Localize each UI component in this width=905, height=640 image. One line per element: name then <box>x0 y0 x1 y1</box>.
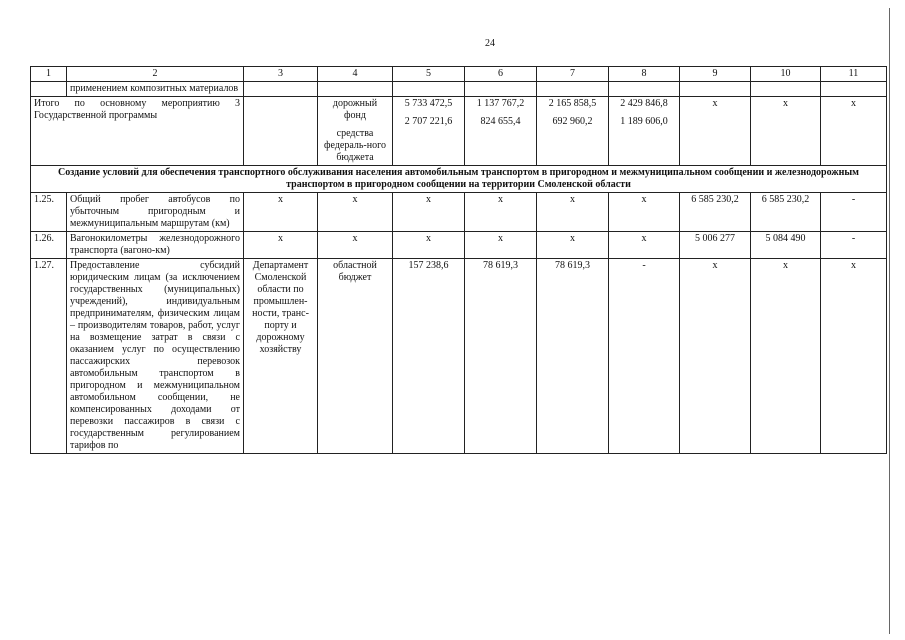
column-header: 9 <box>680 67 751 82</box>
funding-source-cell <box>318 97 393 166</box>
table-cell: 5 084 490 <box>751 232 821 259</box>
value: 2 165 858,5 <box>548 98 597 109</box>
value-cell: - <box>609 259 680 454</box>
column-header: 2 <box>67 67 244 82</box>
row-name: Предоставление субсидий юридическим лицам (за исключением государственных (муниципальных) учреждений), индивидуальным предпринимателям, физическим лицам – производителям товаров, работ, услуг на возмещение затрат в связи с оказанием услуг по осуществлению пассажирских перевозок автомобильным транспортом в пригородном и межмуниципальном автомобильном сообщении, не компенсированных доходами от перевозки пассажиров в связи с государственным регулированием тарифов по <box>67 259 244 454</box>
table-cell: х <box>318 193 393 232</box>
header-row <box>31 67 887 82</box>
row-name: Вагонокилометры железнодорожного транспорта (вагоно-км) <box>67 232 244 259</box>
column-header: 10 <box>751 67 821 82</box>
funding-source: средства федераль-ного бюджета <box>324 128 386 163</box>
column-header: 5 <box>393 67 465 82</box>
page-number: 24 <box>485 38 495 49</box>
table-cell: х <box>537 232 609 259</box>
value-cell <box>537 97 609 166</box>
table-cell: - <box>821 232 887 259</box>
row-number <box>31 82 67 97</box>
page-edge-divider <box>889 8 890 634</box>
table-cell <box>318 82 393 97</box>
table-cell <box>244 82 318 97</box>
row-number: 1.26. <box>31 232 67 259</box>
table-cell <box>537 82 609 97</box>
value-cell: 78 619,3 <box>537 259 609 454</box>
value: 824 655,4 <box>480 116 521 127</box>
column-header: 7 <box>537 67 609 82</box>
table-cell: 6 585 230,2 <box>751 193 821 232</box>
value-cell <box>393 97 465 166</box>
column-header: 8 <box>609 67 680 82</box>
table-row-total <box>31 97 887 166</box>
table-row-1-25 <box>31 193 887 232</box>
table-cell <box>609 82 680 97</box>
total-label: Итого по основному мероприятию 3 Государственной программы <box>31 97 244 166</box>
table-cell: х <box>393 232 465 259</box>
value-cell: х <box>821 259 887 454</box>
table-cell <box>680 82 751 97</box>
executor-cell: Департамент Смоленской области по промышлен-ности, транс-порту и дорожному хозяйству <box>244 259 318 454</box>
table-cell: х <box>244 193 318 232</box>
table-cell: х <box>609 232 680 259</box>
table-cell <box>244 97 318 166</box>
table-cell <box>393 82 465 97</box>
value-cell: 157 238,6 <box>393 259 465 454</box>
section-header-row <box>31 166 887 193</box>
value-cell: х <box>751 97 821 166</box>
program-table <box>30 66 887 454</box>
table-cell <box>821 82 887 97</box>
value-cell <box>465 97 537 166</box>
table-cell: х <box>465 232 537 259</box>
table-cell: х <box>537 193 609 232</box>
row-number: 1.27. <box>31 259 67 454</box>
table-cell: - <box>821 193 887 232</box>
value-cell: 78 619,3 <box>465 259 537 454</box>
column-header: 6 <box>465 67 537 82</box>
table-cell: 6 585 230,2 <box>680 193 751 232</box>
column-header: 3 <box>244 67 318 82</box>
funding-source: дорожный фонд <box>332 98 378 121</box>
value: 692 960,2 <box>552 116 593 127</box>
value: 2 429 846,8 <box>620 98 668 109</box>
value-cell: х <box>680 259 751 454</box>
table-cell: х <box>609 193 680 232</box>
value: 1 137 767,2 <box>476 98 525 109</box>
value-cell <box>609 97 680 166</box>
table-row-1-27 <box>31 259 887 454</box>
value: 2 707 221,6 <box>404 116 453 127</box>
table-cell <box>465 82 537 97</box>
column-header: 11 <box>821 67 887 82</box>
row-name: применением композитных материалов <box>67 82 244 97</box>
column-header: 1 <box>31 67 67 82</box>
table-cell: х <box>318 232 393 259</box>
table-cell: 5 006 277 <box>680 232 751 259</box>
row-number: 1.25. <box>31 193 67 232</box>
value: 5 733 472,5 <box>404 98 453 109</box>
table-cell: х <box>393 193 465 232</box>
table-cell <box>751 82 821 97</box>
table-row-continuation <box>31 82 887 97</box>
table-cell: х <box>465 193 537 232</box>
table-cell: х <box>244 232 318 259</box>
table-row-1-26 <box>31 232 887 259</box>
value: 1 189 606,0 <box>620 116 668 127</box>
value-cell: х <box>680 97 751 166</box>
section-title: Создание условий для обеспечения транспортного обслуживания населения автомобильным транспортом в пригородном и межмуниципальном сообщении и железнодорожным транспортом в пригородном сообщении на территории Смоленской области <box>31 166 887 193</box>
value-cell: х <box>751 259 821 454</box>
column-header: 4 <box>318 67 393 82</box>
value-cell: х <box>821 97 887 166</box>
row-name: Общий пробег автобусов по убыточным пригородным и межмуниципальным маршрутам (км) <box>67 193 244 232</box>
funding-source-cell: областной бюджет <box>318 259 393 454</box>
